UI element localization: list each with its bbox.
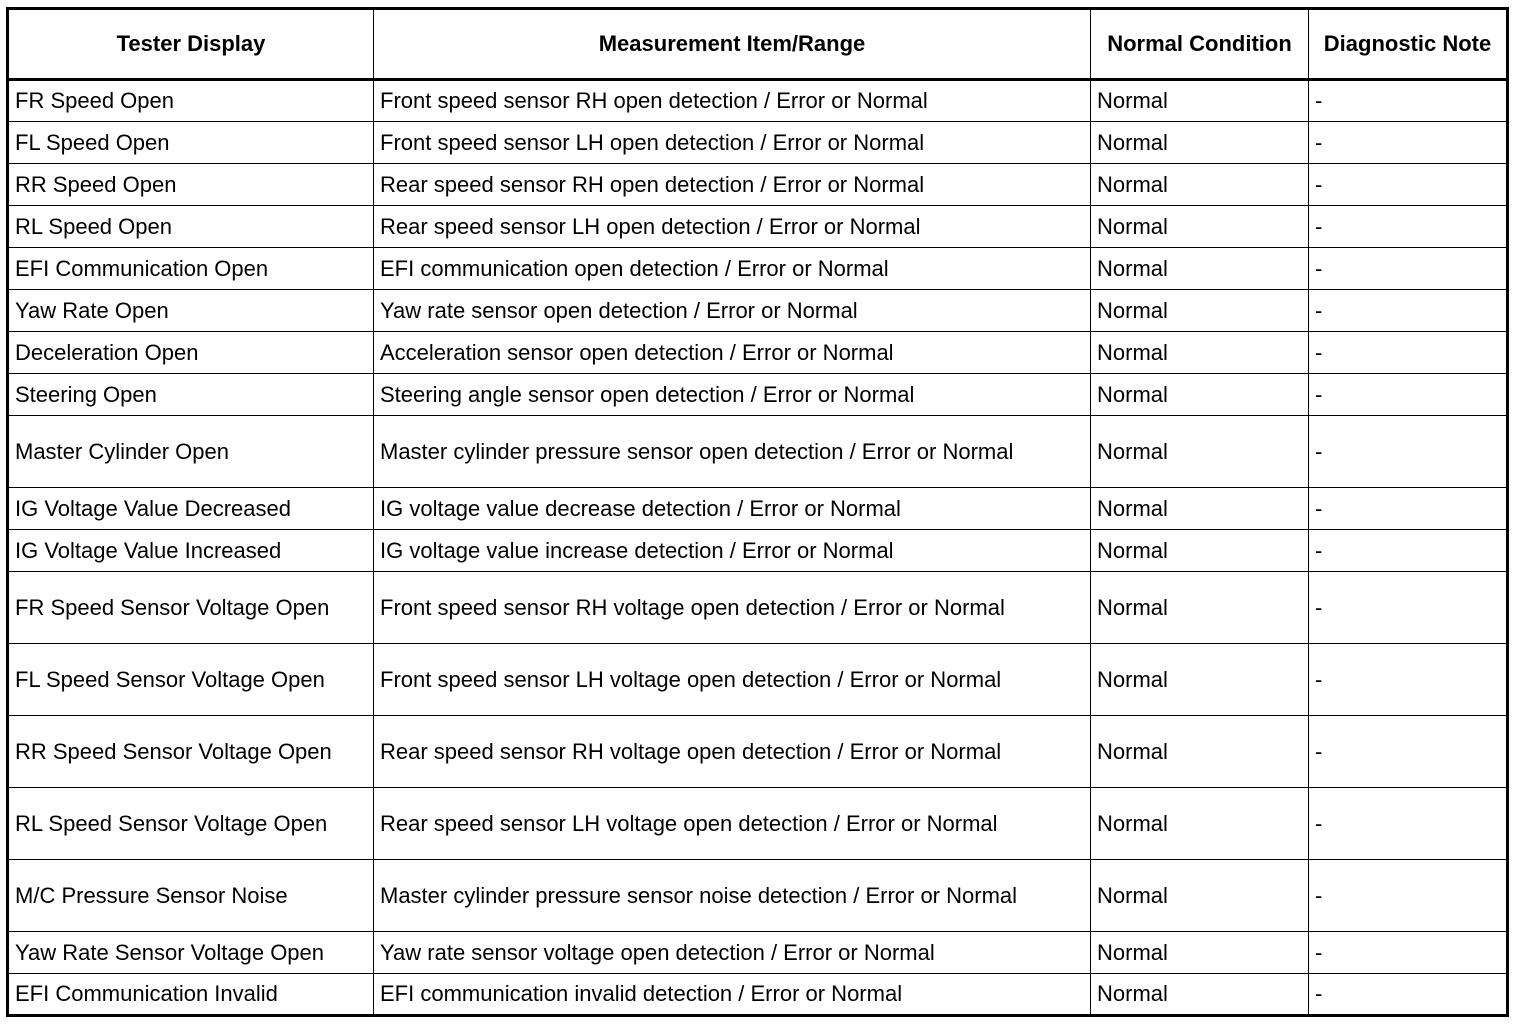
table-row xyxy=(8,488,1508,530)
table-row xyxy=(8,164,1508,206)
diagnostic-note-cell: - xyxy=(1309,572,1508,644)
normal-condition-cell: Normal xyxy=(1091,488,1309,530)
tester-display-cell: Yaw Rate Sensor Voltage Open xyxy=(8,932,374,974)
measurement-cell: Yaw rate sensor open detection / Error or Normal xyxy=(374,290,1091,332)
measurement-cell: Steering angle sensor open detection / Error or Normal xyxy=(374,374,1091,416)
diagnostic-note-cell: - xyxy=(1309,860,1508,932)
normal-condition-cell: Normal xyxy=(1091,416,1309,488)
table-row xyxy=(8,374,1508,416)
diagnostic-note-cell: - xyxy=(1309,644,1508,716)
table-row xyxy=(8,974,1508,1016)
table-row xyxy=(8,122,1508,164)
table-row xyxy=(8,716,1508,788)
table-row xyxy=(8,248,1508,290)
measurement-cell: Rear speed sensor LH voltage open detection / Error or Normal xyxy=(374,788,1091,860)
normal-condition-cell: Normal xyxy=(1091,572,1309,644)
tester-display-cell: FR Speed Sensor Voltage Open xyxy=(8,572,374,644)
normal-condition-cell: Normal xyxy=(1091,974,1309,1016)
measurement-cell: Master cylinder pressure sensor noise detection / Error or Normal xyxy=(374,860,1091,932)
normal-condition-cell: Normal xyxy=(1091,206,1309,248)
diagnostic-note-cell: - xyxy=(1309,164,1508,206)
measurement-cell: EFI communication invalid detection / Error or Normal xyxy=(374,974,1091,1016)
tester-display-cell: EFI Communication Invalid xyxy=(8,974,374,1016)
tester-display-cell: IG Voltage Value Increased xyxy=(8,530,374,572)
tester-display-cell: FL Speed Open xyxy=(8,122,374,164)
diagnostic-note-cell: - xyxy=(1309,932,1508,974)
normal-condition-cell: Normal xyxy=(1091,716,1309,788)
table-row xyxy=(8,644,1508,716)
normal-condition-cell: Normal xyxy=(1091,788,1309,860)
measurement-cell: Master cylinder pressure sensor open detection / Error or Normal xyxy=(374,416,1091,488)
diagnostic-note-cell: - xyxy=(1309,80,1508,122)
measurement-cell: Rear speed sensor RH voltage open detection / Error or Normal xyxy=(374,716,1091,788)
table-row xyxy=(8,416,1508,488)
header-diagnostic-note: Diagnostic Note xyxy=(1309,9,1508,80)
table-row xyxy=(8,932,1508,974)
diagnostic-note-cell: - xyxy=(1309,716,1508,788)
table-row xyxy=(8,206,1508,248)
data-list-table-container xyxy=(6,7,1506,1017)
table-row xyxy=(8,80,1508,122)
normal-condition-cell: Normal xyxy=(1091,80,1309,122)
measurement-cell: EFI communication open detection / Error or Normal xyxy=(374,248,1091,290)
tester-display-cell: EFI Communication Open xyxy=(8,248,374,290)
diagnostic-note-cell: - xyxy=(1309,290,1508,332)
diagnostic-note-cell: - xyxy=(1309,206,1508,248)
table-row xyxy=(8,860,1508,932)
tester-display-cell: Master Cylinder Open xyxy=(8,416,374,488)
tester-display-cell: RR Speed Open xyxy=(8,164,374,206)
diagnostic-note-cell: - xyxy=(1309,788,1508,860)
tester-display-cell: FR Speed Open xyxy=(8,80,374,122)
table-row xyxy=(8,290,1508,332)
measurement-cell: IG voltage value increase detection / Error or Normal xyxy=(374,530,1091,572)
table-row xyxy=(8,788,1508,860)
normal-condition-cell: Normal xyxy=(1091,530,1309,572)
tester-display-cell: M/C Pressure Sensor Noise xyxy=(8,860,374,932)
normal-condition-cell: Normal xyxy=(1091,374,1309,416)
measurement-cell: Yaw rate sensor voltage open detection / Error or Normal xyxy=(374,932,1091,974)
header-normal-condition: Normal Condition xyxy=(1091,9,1309,80)
tester-display-cell: RL Speed Open xyxy=(8,206,374,248)
diagnostic-note-cell: - xyxy=(1309,488,1508,530)
diagnostic-note-cell: - xyxy=(1309,374,1508,416)
normal-condition-cell: Normal xyxy=(1091,932,1309,974)
tester-display-cell: Yaw Rate Open xyxy=(8,290,374,332)
tester-display-cell: IG Voltage Value Decreased xyxy=(8,488,374,530)
header-measurement-item-range: Measurement Item/Range xyxy=(374,9,1091,80)
table-header xyxy=(8,9,1508,80)
measurement-cell: Front speed sensor LH open detection / Error or Normal xyxy=(374,122,1091,164)
normal-condition-cell: Normal xyxy=(1091,164,1309,206)
normal-condition-cell: Normal xyxy=(1091,860,1309,932)
normal-condition-cell: Normal xyxy=(1091,290,1309,332)
measurement-cell: IG voltage value decrease detection / Error or Normal xyxy=(374,488,1091,530)
header-row xyxy=(8,9,1508,80)
normal-condition-cell: Normal xyxy=(1091,332,1309,374)
data-list-table xyxy=(6,7,1509,1017)
measurement-cell: Front speed sensor RH open detection / Error or Normal xyxy=(374,80,1091,122)
diagnostic-note-cell: - xyxy=(1309,416,1508,488)
normal-condition-cell: Normal xyxy=(1091,644,1309,716)
normal-condition-cell: Normal xyxy=(1091,122,1309,164)
diagnostic-note-cell: - xyxy=(1309,248,1508,290)
measurement-cell: Rear speed sensor LH open detection / Error or Normal xyxy=(374,206,1091,248)
diagnostic-note-cell: - xyxy=(1309,974,1508,1016)
diagnostic-note-cell: - xyxy=(1309,332,1508,374)
tester-display-cell: FL Speed Sensor Voltage Open xyxy=(8,644,374,716)
measurement-cell: Front speed sensor LH voltage open detection / Error or Normal xyxy=(374,644,1091,716)
tester-display-cell: Steering Open xyxy=(8,374,374,416)
tester-display-cell: RL Speed Sensor Voltage Open xyxy=(8,788,374,860)
table-row xyxy=(8,332,1508,374)
tester-display-cell: Deceleration Open xyxy=(8,332,374,374)
table-body xyxy=(8,80,1508,1016)
header-tester-display: Tester Display xyxy=(8,9,374,80)
tester-display-cell: RR Speed Sensor Voltage Open xyxy=(8,716,374,788)
table-row xyxy=(8,572,1508,644)
table-row xyxy=(8,530,1508,572)
diagnostic-note-cell: - xyxy=(1309,530,1508,572)
diagnostic-note-cell: - xyxy=(1309,122,1508,164)
measurement-cell: Front speed sensor RH voltage open detection / Error or Normal xyxy=(374,572,1091,644)
normal-condition-cell: Normal xyxy=(1091,248,1309,290)
measurement-cell: Acceleration sensor open detection / Error or Normal xyxy=(374,332,1091,374)
measurement-cell: Rear speed sensor RH open detection / Error or Normal xyxy=(374,164,1091,206)
